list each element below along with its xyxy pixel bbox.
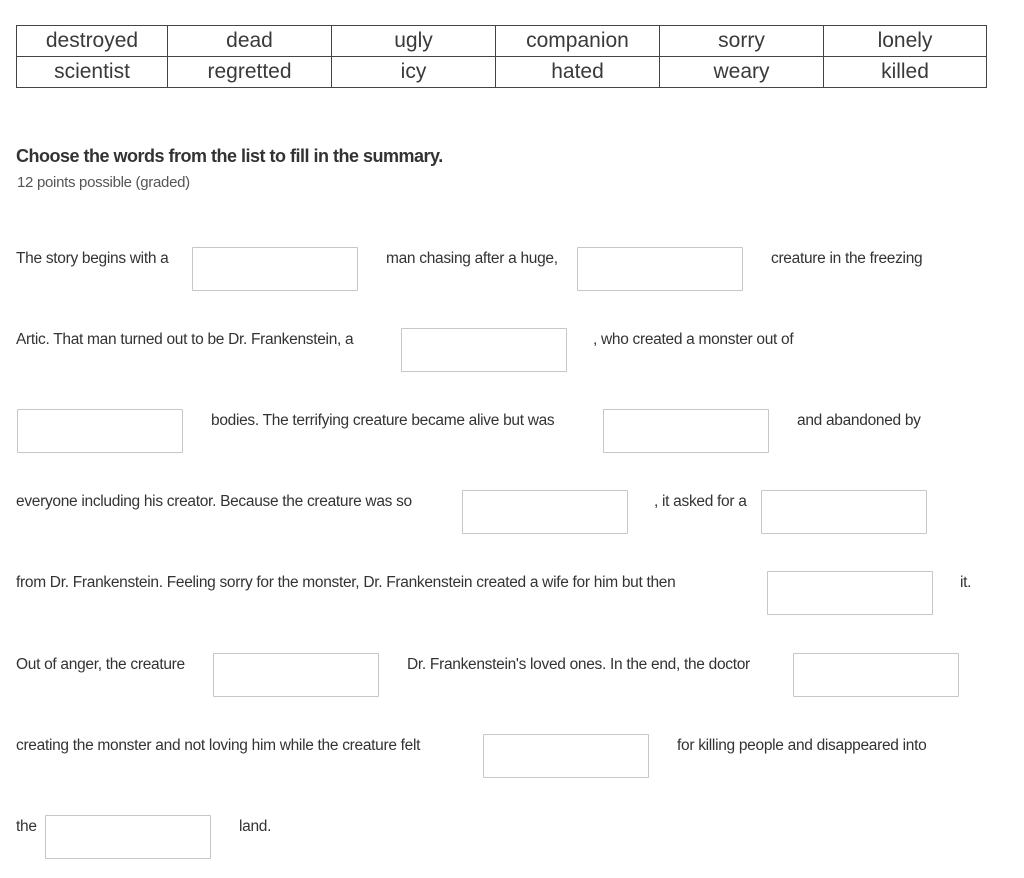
summary-text: for killing people and disappeared into	[677, 737, 927, 754]
blank-input-5[interactable]	[603, 409, 769, 453]
blank-input-3[interactable]	[401, 328, 567, 372]
blank-input-12[interactable]	[45, 815, 211, 859]
blank-input-7[interactable]	[761, 490, 927, 534]
word-bank-cell: dead	[168, 26, 332, 57]
summary-text: , who created a monster out of	[593, 331, 794, 348]
blank-input-11[interactable]	[483, 734, 649, 778]
summary-text: bodies. The terrifying creature became alive but was	[211, 412, 555, 429]
summary-text: creature in the freezing	[771, 250, 923, 267]
summary-text: Artic. That man turned out to be Dr. Frankenstein, a	[16, 331, 354, 348]
word-bank-cell: companion	[496, 26, 660, 57]
word-bank-table	[16, 25, 987, 88]
blank-input-9[interactable]	[213, 653, 379, 697]
word-bank-cell: destroyed	[17, 26, 168, 57]
blank-input-6[interactable]	[462, 490, 628, 534]
summary-text: , it asked for a	[654, 493, 747, 510]
summary-text: everyone including his creator. Because the creature was so	[16, 493, 412, 510]
blank-input-8[interactable]	[767, 571, 933, 615]
word-bank-cell: regretted	[168, 57, 332, 88]
summary-text: Dr. Frankenstein's loved ones. In the end, the doctor	[407, 656, 750, 673]
word-bank-cell: sorry	[660, 26, 824, 57]
problem-title: Choose the words from the list to fill in the summary.	[16, 146, 443, 166]
word-bank-row	[17, 57, 987, 88]
summary-text: Out of anger, the creature	[16, 656, 185, 673]
blank-input-4[interactable]	[17, 409, 183, 453]
blank-input-2[interactable]	[577, 247, 743, 291]
word-bank-cell: hated	[496, 57, 660, 88]
summary-text: the	[16, 818, 37, 835]
blank-input-10[interactable]	[793, 653, 959, 697]
summary-text: The story begins with a	[16, 250, 169, 267]
points-possible: 12 points possible (graded)	[17, 174, 190, 191]
word-bank-row	[17, 26, 987, 57]
word-bank-cell: icy	[332, 57, 496, 88]
summary-text: from Dr. Frankenstein. Feeling sorry for the monster, Dr. Frankenstein created a wife for him but then	[16, 574, 676, 591]
word-bank-cell: killed	[824, 57, 987, 88]
summary-text: creating the monster and not loving him while the creature felt	[16, 737, 421, 754]
word-bank-cell: weary	[660, 57, 824, 88]
word-bank-cell: ugly	[332, 26, 496, 57]
summary-text: and abandoned by	[797, 412, 921, 429]
word-bank-cell: scientist	[17, 57, 168, 88]
summary-text: it.	[960, 574, 972, 591]
summary-text: man chasing after a huge,	[386, 250, 558, 267]
summary-text: land.	[239, 818, 272, 835]
blank-input-1[interactable]	[192, 247, 358, 291]
word-bank-cell: lonely	[824, 26, 987, 57]
